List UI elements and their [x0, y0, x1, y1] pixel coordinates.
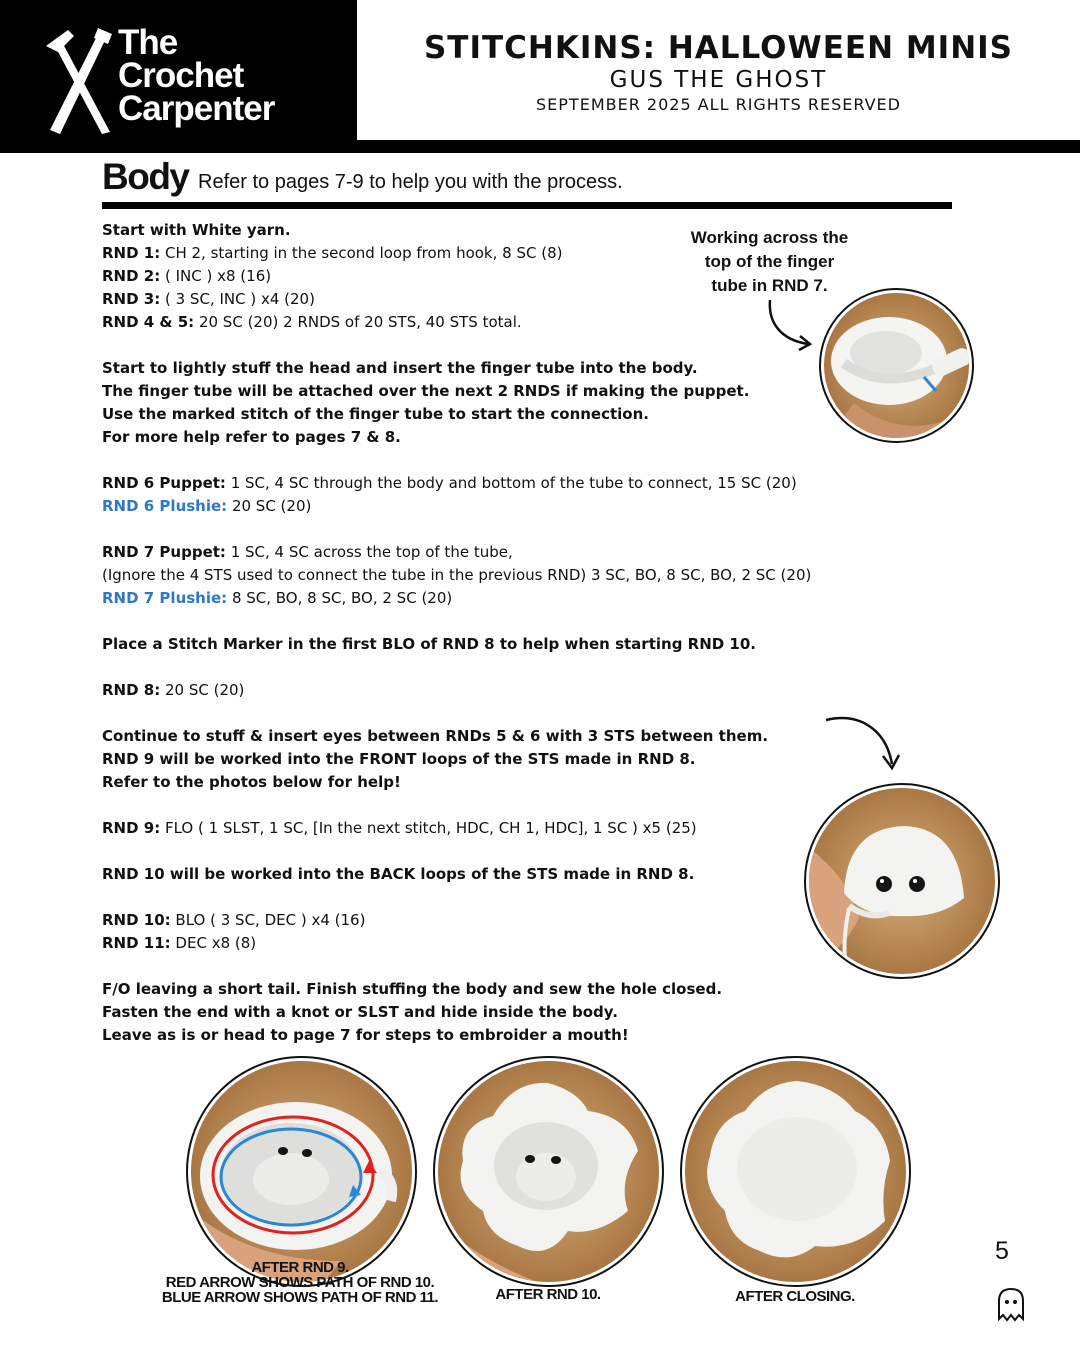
instruction-line: RND 7 Puppet: 1 SC, 4 SC across the top of the tube, — [102, 543, 513, 561]
logo — [0, 0, 357, 140]
instruction-line: RND 6 Plushie: 20 SC (20) — [102, 497, 312, 515]
hammer-saw-icon — [38, 24, 118, 136]
photo-after-rnd-10 — [433, 1056, 664, 1287]
instruction-line: RND 2: ( INC ) x8 (16) — [102, 267, 272, 285]
photo-ghost-eyes — [804, 783, 1000, 979]
section-heading: Body — [102, 156, 189, 197]
instruction-line: RND 9 will be worked into the FRONT loops of the STS made in RND 8. — [102, 750, 696, 768]
section-divider — [102, 202, 952, 209]
page-subtitle: GUS THE GHOST — [609, 67, 828, 93]
photo-after-rnd-9 — [186, 1056, 417, 1287]
photo-after-closing — [680, 1056, 911, 1287]
instruction-line: Continue to stuff & insert eyes between RNDs 5 & 6 with 3 STS between them. — [102, 727, 769, 745]
curved-arrow-icon — [820, 712, 900, 772]
instruction-line: RND 11: DEC x8 (8) — [102, 934, 257, 952]
instruction-line: Refer to the photos below for help! — [102, 773, 401, 791]
instruction-line: Use the marked stitch of the finger tube to start the connection. — [102, 405, 649, 423]
caption-after-closing: AFTER CLOSING. — [735, 1288, 855, 1305]
instruction-line: Start with White yarn. — [102, 221, 291, 239]
instruction-line: (Ignore the 4 STS used to connect the tube in the previous RND) 3 SC, BO, 8 SC, BO, 2 SC (20) — [102, 566, 812, 584]
photo-callout: Working across the top of the finger tube in RND 7. — [690, 228, 849, 295]
instruction-line: RND 6 Puppet: 1 SC, 4 SC through the body and bottom of the tube to connect, 15 SC (20) — [102, 474, 797, 492]
instruction-line: RND 7 Plushie: 8 SC, BO, 8 SC, BO, 2 SC (20) — [102, 589, 453, 607]
instruction-line: F/O leaving a short tail. Finish stuffing the body and sew the hole closed. — [102, 980, 723, 998]
instruction-line: RND 9: FLO ( 1 SLST, 1 SC, [In the next stitch, HDC, CH 1, HDC], 1 SC ) x5 (25) — [102, 819, 697, 837]
page-number: 5 — [995, 1237, 1009, 1265]
header-divider — [0, 140, 1080, 153]
instruction-line: RND 10: BLO ( 3 SC, DEC ) x4 (16) — [102, 911, 366, 929]
instruction-line: RND 1: CH 2, starting in the second loop from hook, 8 SC (8) — [102, 244, 563, 262]
instruction-line: RND 8: 20 SC (20) — [102, 681, 245, 699]
instruction-line: Start to lightly stuff the head and insert the finger tube into the body. — [102, 359, 698, 377]
ghost-icon — [993, 1285, 1029, 1325]
copyright-notice: SEPTEMBER 2025 ALL RIGHTS RESERVED — [536, 95, 901, 114]
instruction-line: For more help refer to pages 7 & 8. — [102, 428, 401, 446]
instruction-line: The finger tube will be attached over the next 2 RNDS if making the puppet. — [102, 382, 750, 400]
instruction-line: Leave as is or head to page 7 for steps to embroider a mouth! — [102, 1026, 629, 1044]
instruction-line: RND 10 will be worked into the BACK loops of the STS made in RND 8. — [102, 865, 695, 883]
photo-finger-tube — [819, 288, 974, 443]
instruction-line: Place a Stitch Marker in the first BLO of RND 8 to help when starting RND 10. — [102, 635, 757, 653]
caption-after-rnd-9: AFTER RND 9. RED ARROW SHOWS PATH OF RND 10. BLUE ARROW SHOWS PATH OF RND 11. — [161, 1259, 439, 1306]
page-title: STITCHKINS: HALLOWEEN MINIS — [423, 30, 1014, 66]
section-note: Refer to pages 7-9 to help you with the process. — [198, 171, 623, 193]
instruction-line: RND 3: ( 3 SC, INC ) x4 (20) — [102, 290, 315, 308]
curved-arrow-icon — [760, 296, 820, 356]
instruction-line: Fasten the end with a knot or SLST and hide inside the body. — [102, 1003, 618, 1021]
logo-text: The Crochet Carpenter — [118, 23, 275, 128]
instruction-line: RND 4 & 5: 20 SC (20) 2 RNDS of 20 STS, 40 STS total. — [102, 313, 522, 331]
caption-after-rnd-10: AFTER RND 10. — [495, 1286, 601, 1303]
